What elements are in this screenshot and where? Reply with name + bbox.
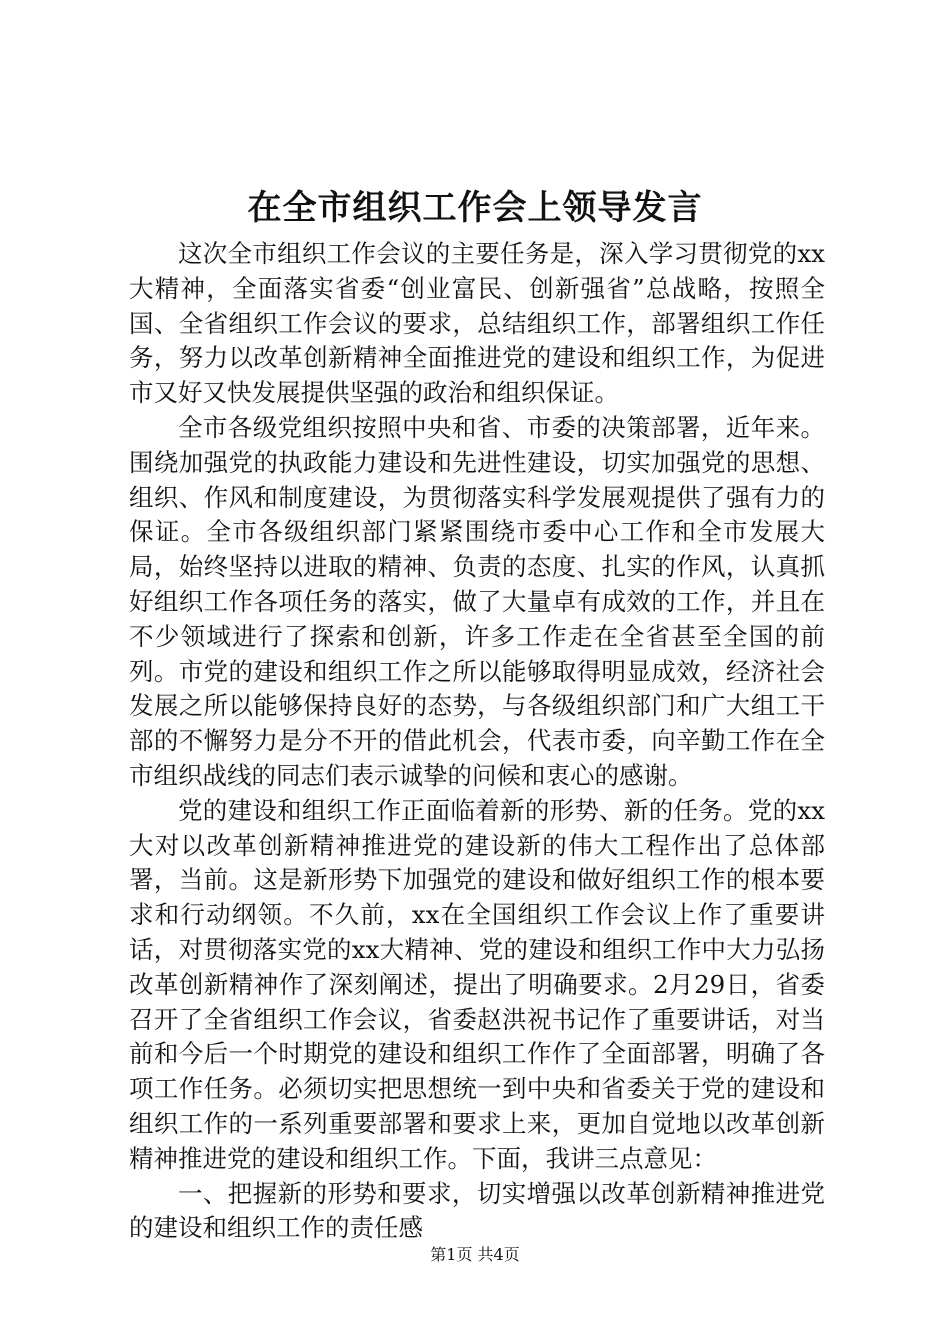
document-title: 在全市组织工作会上领导发言 [247,188,703,228]
page-footer: 第1页 共4页 [430,1245,520,1264]
document-body [129,237,825,1246]
paragraph-1: 这次全市组织工作会议的主要任务是，深入学习贯彻党的xx大精神，全面落实省委“创业富民、创新强省”总战略，按照全国、全省组织工作会议的要求，总结组织工作，部署组织工作任务，努力以改革创新精神全面推进党的建设和组织工作，为促进市又好又快发展提供坚强的政治和组织保证。 [129,239,825,408]
paragraph-4: 一、把握新的形势和要求，切实增强以改革创新精神推进党的建设和组织工作的责任感 [129,1178,825,1243]
paragraph-3: 党的建设和组织工作正面临着新的形势、新的任务。党的xx大对以改革创新精神推进党的建设新的伟大工程作出了总体部署，当前。这是新形势下加强党的建设和做好组织工作的根本要求和行动纲领。不久前，xx在全国组织工作会议上作了重要讲话，对贯彻落实党的xx大精神、党的建设和组织工作中大力弘扬改革创新精神作了深刻阐述，提出了明确要求。2月29日，省委召开了全省组织工作会议，省委赵洪祝书记作了重要讲话，对当前和今后一个时期党的建设和组织工作作了全面部署，明确了各项工作任务。必须切实把思想统一到中央和省委关于党的建设和组织工作的一系列重要部署和要求上来，更加自觉地以改革创新精神推进党的建设和组织工作。下面，我讲三点意见： [129,795,825,1173]
paragraph-2: 全市各级党组织按照中央和省、市委的决策部署，近年来。围绕加强党的执政能力建设和先进性建设，切实加强党的思想、组织、作风和制度建设，为贯彻落实科学发展观提供了强有力的保证。全市各级组织部门紧紧围绕市委中心工作和全市发展大局，始终坚持以进取的精神、负责的态度、扎实的作风，认真抓好组织工作各项任务的落实，做了大量卓有成效的工作，并且在不少领域进行了探索和创新，许多工作走在全省甚至全国的前列。市党的建设和组织工作之所以能够取得明显成效，经济社会发展之所以能够保持良好的态势，与各级组织部门和广大组工干部的不懈努力是分不开的借此机会，代表市委，向辛勤工作在全市组织战线的同志们表示诚挚的问候和衷心的感谢。 [129,412,825,790]
